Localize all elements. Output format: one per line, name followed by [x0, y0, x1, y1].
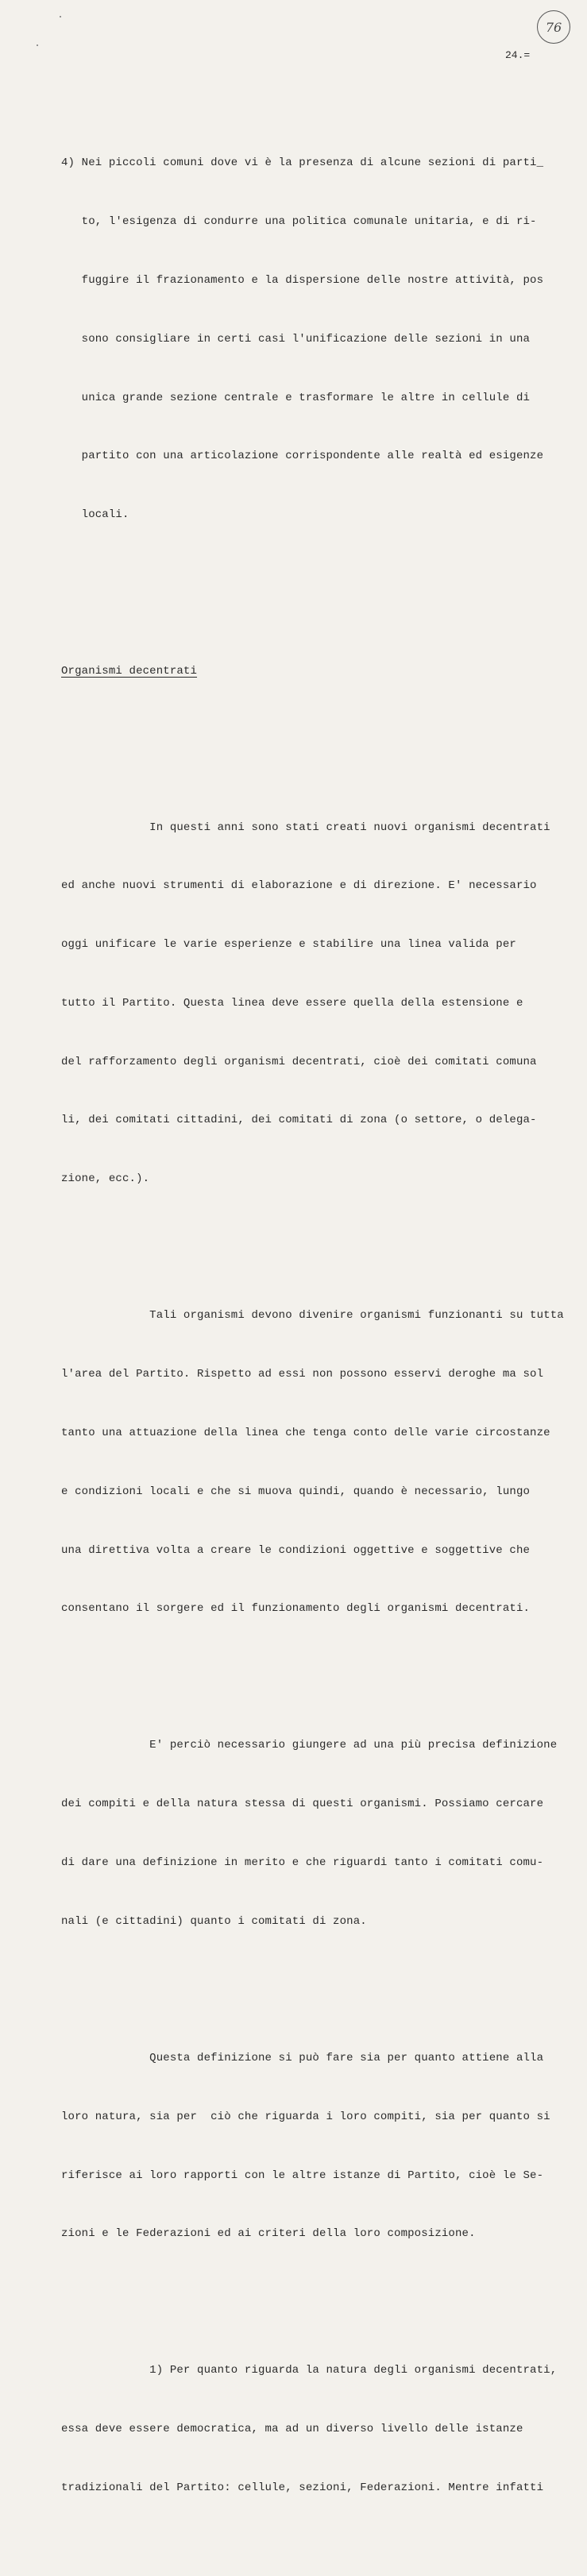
section-heading: Organismi decentrati	[61, 664, 198, 678]
scan-speck	[37, 44, 38, 46]
paragraph: Tali organismi devono divenire organismi funzionanti su tutta l'area del Partito. Rispetto ad essi non possono esservi deroghe ma sol tanto una attuazione della linea che tenga conto delle varie circostanze e condizioni locali e che si muova quindi, quando è necessario, lungo una direttiva volta a creare le condizioni oggettive e soggettive che consentano il sorgere ed il funzionamento degli organismi decentrati.	[61, 1309, 564, 1616]
paragraph: Questa definizione si può fare sia per quanto attiene alla loro natura, sia per ciò che riguarda i loro compiti, sia per quanto si riferisce ai loro rapporti con le altre istanze di Partito, cioè le Se- zioni e le Federazioni ed ai criteri della loro composizione.	[61, 2051, 550, 2241]
document-body	[61, 75, 562, 2576]
page-number: 24.=	[505, 49, 531, 61]
paragraph: In questi anni sono stati creati nuovi organismi decentrati ed anche nuovi strumenti di elaborazione e di direzione. E' necessario oggi unificare le varie esperienze e stabilire una linea valida per tutto il Partito. Questa linea deve essere quella della estensione e del rafforzamento degli organismi decentrati, cioè dei comitati comuna li, dei comitati cittadini, dei comitati di zona (o settore, o delega- zione, ecc.).	[61, 821, 550, 1186]
paragraph: 1) Per quanto riguarda la natura degli organismi decentrati, essa deve essere democratica, ma ad un diverso livello delle istanze tradizionali del Partito: cellule, sezioni, Federazioni. Mentre infatti	[61, 2364, 558, 2495]
paragraph-point-4: 4) Nei piccoli comuni dove vi è la presenza di alcune sezioni di parti_ to, l'esigenza di condurre una politica comunale unitaria, e di ri- fuggire il frazionamento e la dispersione delle nostre attività, pos sono consigliare in certi casi l'unificazione delle sezioni in una unica grande sezione centrale e trasformare le altre in cellule di partito con una articolazione corrispondente alle realtà ed esigenze locali.	[61, 156, 544, 522]
archive-stamp: 76	[537, 10, 570, 44]
scan-speck	[60, 16, 61, 17]
paragraph: E' perciò necessario giungere ad una più precisa definizione dei compiti e della natura stessa di questi organismi. Possiamo cercare di dare una definizione in merito e che riguardi tanto i comitati comu- nali (e cittadini) quanto i comitati di zona.	[61, 1739, 558, 1928]
